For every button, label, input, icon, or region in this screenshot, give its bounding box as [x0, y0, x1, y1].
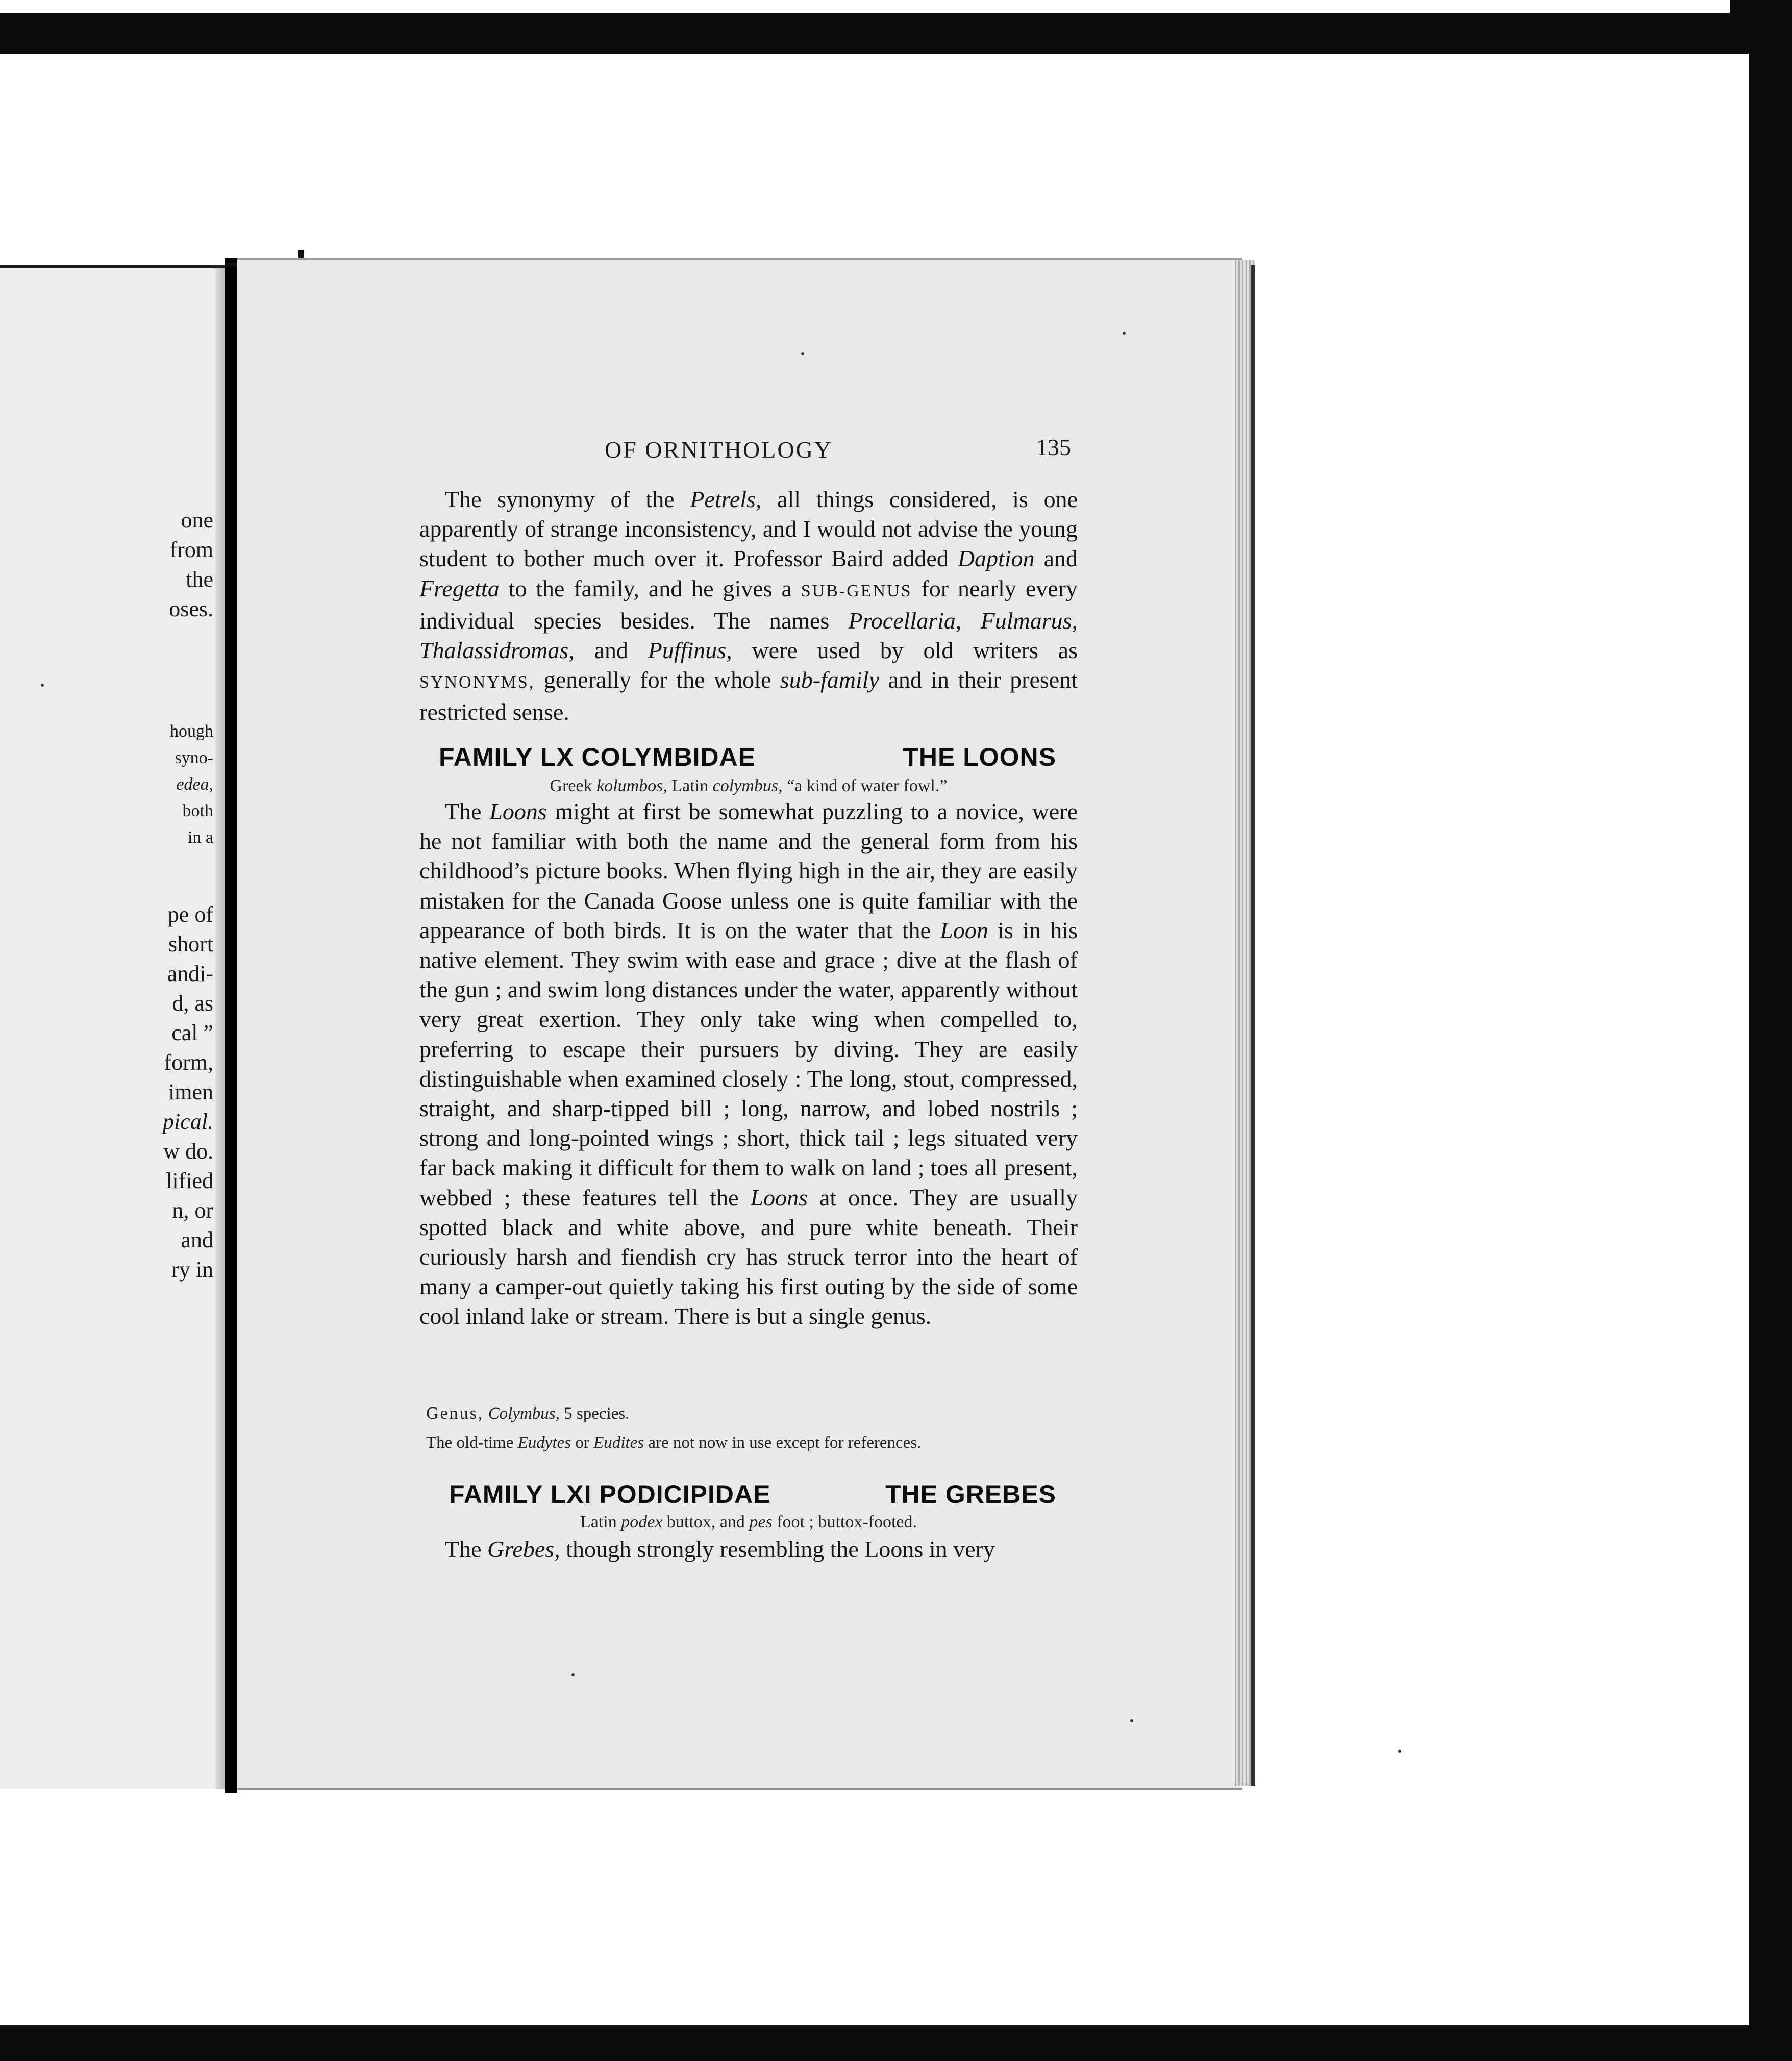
- left-page-line: cal ”: [171, 1020, 213, 1045]
- petrels-paragraph: The synonymy of the Petrels, all things considered, is one apparently of strange inconsistency, and I would not advise the young student to bother much over it. Professor Baird added Daption and Fregetta to the family, and he gives a SUB-GENUS for nearly every individual species besides. The names Procellaria, Fulmarus, Thalassidromas, and Puffinus, were used by old writers as SYNONYMS, generally for the whole sub-family and in their present restricted sense.: [419, 486, 1078, 725]
- dust-speck: [571, 1673, 575, 1676]
- dust-speck: [1123, 332, 1126, 335]
- dust-speck: [1398, 1750, 1401, 1753]
- left-facing-page: [0, 265, 225, 1789]
- film-border-top-gap: [0, 0, 1730, 13]
- dust-speck: [1130, 1719, 1133, 1722]
- grebes-etymology: Latin podex buttox, and pes foot ; buttox-footed.: [580, 1513, 917, 1531]
- family-name: FAMILY LX COLYMBIDAE: [439, 743, 756, 771]
- left-page-line: form,: [164, 1050, 213, 1075]
- left-page-line: one: [181, 508, 213, 533]
- left-page-line: and: [181, 1227, 213, 1252]
- left-page-line: in a: [187, 828, 213, 847]
- page-stack-shadow: [1251, 265, 1255, 1786]
- family-common-name: THE LOONS: [903, 743, 1056, 771]
- left-page-line: w do.: [163, 1139, 213, 1164]
- family-name: FAMILY LXI PODICIPIDAE: [449, 1480, 771, 1509]
- dust-speck: [801, 352, 804, 355]
- page-number: 135: [1036, 434, 1071, 460]
- left-page-line: n, or: [172, 1198, 213, 1223]
- loons-paragraph: The Loons might at first be somewhat puzzling to a novice, were he not familiar with both the name and the general form from his childhood’s picture books. When flying high in the air, they are easily mistaken for the Canada Goose unless one is quite familiar with the appearance of both birds. It is on the water that the Loon is in his native element. They swim with ease and grace ; dive at the flash of the gun ; and swim long distances under the water, apparently without very great exertion. They only take wing when compelled to, preferring to escape their pursuers by diving. They are easily distinguishable when examined closely : The long, stout, compressed, straight, and sharp-tipped bill ; long, narrow, and lobed nostrils ; strong and long-pointed wings ; short, thick tail ; legs situated very far back making it difficult for them to walk on land ; toes all present, webbed ; these features tell the Loons at once. They are usually spotted black and white above, and pure white beneath. Their curiously harsh and fiendish cry has struck terror into the heart of many a camper-out quietly taking his first outing by the side of some cool inland lake or stream. There is but a single genus.: [419, 798, 1078, 1329]
- left-page-line: oses.: [169, 596, 213, 621]
- loons-reference-note: The old-time Eudytes or Eudites are not now in use except for references.: [426, 1434, 922, 1452]
- left-page-line: ry in: [171, 1257, 213, 1282]
- left-page-line: short: [168, 932, 213, 957]
- book-gutter: [225, 258, 237, 1793]
- film-border-right: [1749, 0, 1792, 2061]
- left-page-line: syno-: [175, 748, 213, 767]
- left-page-line: d, as: [172, 991, 213, 1016]
- family-common-name: THE GREBES: [885, 1480, 1056, 1509]
- grebes-paragraph: The Grebes, though strongly resembling the Loons in very: [445, 1536, 995, 1562]
- family-heading-loons: [439, 742, 1056, 772]
- left-page-line: hough: [170, 722, 213, 741]
- family-heading-grebes: [449, 1479, 1056, 1509]
- running-head: OF ORNITHOLOGY: [605, 437, 833, 463]
- loons-genus-note: Genus, Colymbus, 5 species.: [426, 1404, 630, 1423]
- left-page-line: pical.: [163, 1109, 213, 1134]
- film-border-bottom: [0, 2025, 1792, 2061]
- left-page-line: the: [186, 567, 213, 592]
- left-page-line: pe of: [167, 902, 213, 927]
- left-page-line: both: [182, 801, 213, 820]
- left-page-shadow: [215, 268, 225, 1789]
- left-page-line: lified: [166, 1168, 213, 1193]
- left-page-line: from: [169, 537, 213, 562]
- dust-speck: [41, 684, 44, 687]
- left-page-line: edea,: [176, 775, 213, 794]
- left-page-line: andi-: [167, 961, 213, 986]
- loons-etymology: Greek kolumbos, Latin colymbus, “a kind of water fowl.”: [550, 776, 948, 795]
- left-page-line: imen: [168, 1079, 213, 1104]
